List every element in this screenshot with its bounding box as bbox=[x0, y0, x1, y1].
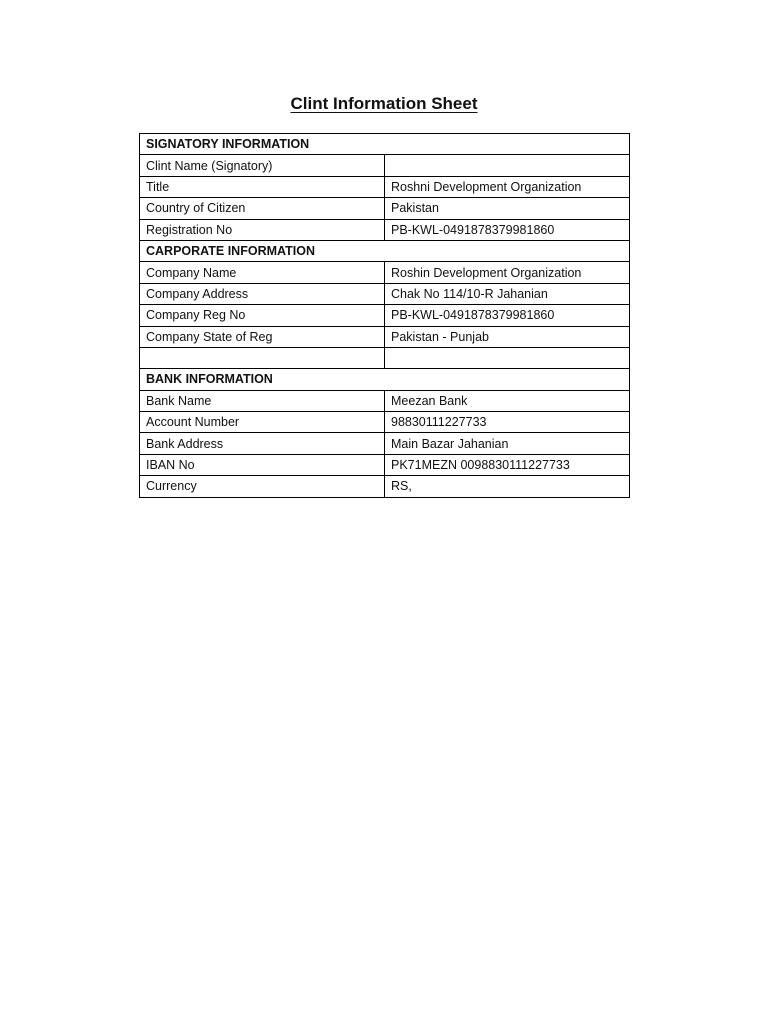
field-label: Title bbox=[140, 176, 385, 197]
field-value: PK71MEZN 0098830111227733 bbox=[385, 454, 630, 475]
field-value: RS, bbox=[385, 476, 630, 497]
field-value: PB-KWL-0491878379981860 bbox=[385, 305, 630, 326]
field-value: Roshni Development Organization bbox=[385, 176, 630, 197]
section-heading-bank: BANK INFORMATION bbox=[140, 369, 630, 390]
field-value bbox=[385, 155, 630, 176]
client-info-table bbox=[139, 133, 630, 498]
page-title-text: Clint Information Sheet bbox=[290, 94, 478, 113]
section-heading-corporate: CARPORATE INFORMATION bbox=[140, 240, 630, 261]
field-value: 98830111227733 bbox=[385, 412, 630, 433]
field-label: Bank Address bbox=[140, 433, 385, 454]
field-value: Pakistan bbox=[385, 198, 630, 219]
empty-row bbox=[140, 347, 630, 368]
section-header-row bbox=[140, 134, 630, 155]
field-label bbox=[140, 347, 385, 368]
field-label: Company Name bbox=[140, 262, 385, 283]
table-row bbox=[140, 476, 630, 497]
field-value: Roshin Development Organization bbox=[385, 262, 630, 283]
field-label: Account Number bbox=[140, 412, 385, 433]
table-row bbox=[140, 454, 630, 475]
field-label: IBAN No bbox=[140, 454, 385, 475]
table-row bbox=[140, 390, 630, 411]
field-value: PB-KWL-0491878379981860 bbox=[385, 219, 630, 240]
table-row bbox=[140, 305, 630, 326]
field-value: Chak No 114/10-R Jahanian bbox=[385, 283, 630, 304]
section-heading-signatory: SIGNATORY INFORMATION bbox=[140, 134, 630, 155]
field-label: Registration No bbox=[140, 219, 385, 240]
table-row bbox=[140, 176, 630, 197]
section-header-row bbox=[140, 369, 630, 390]
table-row bbox=[140, 155, 630, 176]
field-label: Clint Name (Signatory) bbox=[140, 155, 385, 176]
field-label: Bank Name bbox=[140, 390, 385, 411]
section-header-row bbox=[140, 240, 630, 261]
field-label: Country of Citizen bbox=[140, 198, 385, 219]
table-row bbox=[140, 433, 630, 454]
field-label: Company Reg No bbox=[140, 305, 385, 326]
table-row bbox=[140, 198, 630, 219]
field-label: Company Address bbox=[140, 283, 385, 304]
table-row bbox=[140, 262, 630, 283]
page-title bbox=[0, 92, 768, 116]
field-value bbox=[385, 347, 630, 368]
table-row bbox=[140, 326, 630, 347]
field-label: Company State of Reg bbox=[140, 326, 385, 347]
table-row bbox=[140, 412, 630, 433]
field-label: Currency bbox=[140, 476, 385, 497]
field-value: Main Bazar Jahanian bbox=[385, 433, 630, 454]
field-value: Meezan Bank bbox=[385, 390, 630, 411]
table-row bbox=[140, 283, 630, 304]
field-value: Pakistan - Punjab bbox=[385, 326, 630, 347]
table-row bbox=[140, 219, 630, 240]
